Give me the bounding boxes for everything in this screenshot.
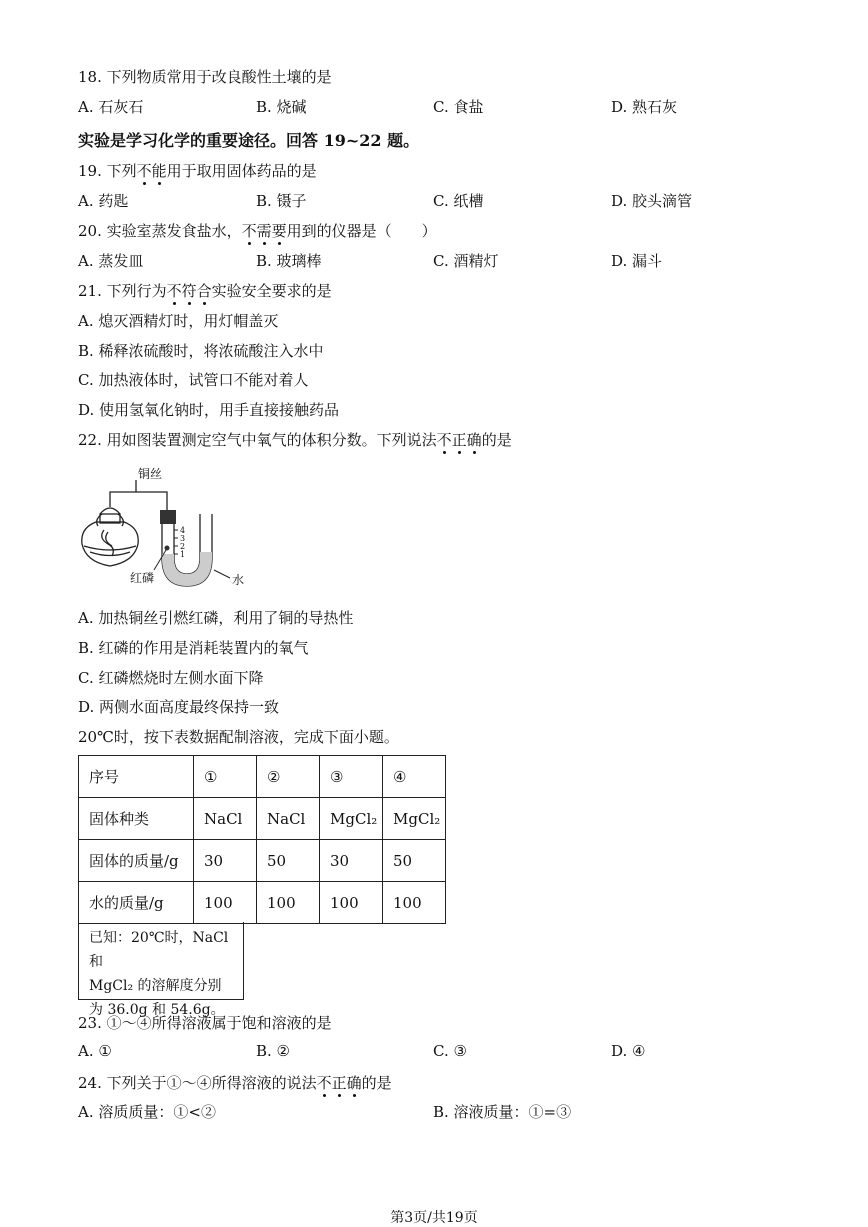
q18-option-a: A. 石灰石 bbox=[78, 98, 144, 116]
emphasis-char: 不 bbox=[241, 222, 257, 240]
red-phosphorus bbox=[165, 546, 170, 551]
q18-option-b: B. 烧碱 bbox=[256, 98, 307, 116]
q21-option-b: B. 稀释浓硫酸时，将浓硫酸注入水中 bbox=[78, 342, 324, 360]
table-cell: ③ bbox=[320, 756, 383, 798]
q19-option-a: A. 药匙 bbox=[78, 192, 129, 210]
emphasis-text bbox=[137, 162, 167, 180]
q20-option-b: B. 玻璃棒 bbox=[256, 252, 322, 270]
emphasis-char: 不 bbox=[166, 282, 182, 300]
q18-option-c: C. 食盐 bbox=[433, 98, 484, 116]
q24-option-b: B. 溶液质量：①=③ bbox=[433, 1103, 572, 1121]
question-21-stem: 21. 下列行为不符合实验安全要求的是 bbox=[78, 282, 332, 300]
q23-option-d: D. ④ bbox=[611, 1042, 646, 1060]
question-23-stem: 23. ①～④所得溶液属于饱和溶液的是 bbox=[78, 1014, 332, 1032]
table-intro: 20℃时，按下表数据配制溶液，完成下面小题。 bbox=[78, 728, 399, 746]
alcohol-lamp bbox=[82, 508, 138, 566]
scale-label: 4 bbox=[180, 526, 186, 535]
q18-option-d: D. 熟石灰 bbox=[611, 98, 678, 116]
table-cell: ④ bbox=[383, 756, 446, 798]
solution-data-table bbox=[78, 755, 446, 924]
page-footer: 第3页/共19页 bbox=[390, 1210, 478, 1226]
label-red-phosphorus: 红磷 bbox=[130, 571, 155, 585]
q19-option-c: C. 纸槽 bbox=[433, 192, 484, 210]
table-cell: 50 bbox=[383, 840, 446, 882]
q20-option-d: D. 漏斗 bbox=[611, 252, 663, 270]
q22-option-c: C. 红磷燃烧时左侧水面下降 bbox=[78, 669, 264, 687]
emphasis-char: 要 bbox=[271, 222, 287, 240]
q19-option-d: D. 胶头滴管 bbox=[611, 192, 693, 210]
question-19-stem: 19. 下列不能用于取用固体药品的是 bbox=[78, 162, 317, 180]
table-cell: MgCl₂ bbox=[320, 798, 383, 840]
scale-label: 3 bbox=[180, 534, 186, 543]
table-cell: NaCl bbox=[257, 798, 320, 840]
question-24-stem: 24. 下列关于①～④所得溶液的说法不正确的是 bbox=[78, 1074, 392, 1092]
table-cell: 30 bbox=[320, 840, 383, 882]
table-cell: 50 bbox=[257, 840, 320, 882]
table-cell: MgCl₂ bbox=[383, 798, 446, 840]
q22-option-b: B. 红磷的作用是消耗装置内的氧气 bbox=[78, 639, 309, 657]
emphasis-char: 确 bbox=[346, 1074, 362, 1092]
question-20-stem: 20. 实验室蒸发食盐水，不需要用到的仪器是（ ） bbox=[78, 222, 437, 240]
emphasis-char: 符 bbox=[181, 282, 197, 300]
scale-label: 2 bbox=[180, 542, 186, 551]
emphasis-text bbox=[437, 431, 482, 449]
q21-option-a: A. 熄灭酒精灯时，用灯帽盖灭 bbox=[78, 312, 279, 330]
emphasis-char: 正 bbox=[451, 431, 467, 449]
table-cell: ① bbox=[194, 756, 257, 798]
emphasis-text bbox=[242, 222, 287, 240]
emphasis-char: 确 bbox=[466, 431, 482, 449]
q23-option-b: B. ② bbox=[256, 1042, 291, 1060]
table-cell: 100 bbox=[320, 882, 383, 924]
table-cell: 水的质量/g bbox=[79, 882, 194, 924]
table-row bbox=[79, 882, 446, 924]
question-22-stem: 22. 用如图装置测定空气中氧气的体积分数。下列说法不正确的是 bbox=[78, 431, 512, 449]
solubility-note bbox=[78, 922, 244, 1018]
table-cell: NaCl bbox=[194, 798, 257, 840]
note-line: 为 36.0g 和 54.6g。 bbox=[89, 1002, 225, 1018]
q23-option-c: C. ③ bbox=[433, 1042, 467, 1060]
scale-label: 1 bbox=[180, 550, 186, 559]
emphasis-char: 合 bbox=[196, 282, 212, 300]
emphasis-char: 不 bbox=[136, 162, 152, 180]
note-line: MgCl₂ 的溶解度分别 bbox=[89, 978, 222, 994]
q22-option-a: A. 加热铜丝引燃红磷，利用了铜的导热性 bbox=[78, 609, 354, 627]
q19-option-b: B. 镊子 bbox=[256, 192, 307, 210]
q24-option-a: A. 溶质质量：①<② bbox=[78, 1103, 216, 1121]
emphasis-char: 能 bbox=[151, 162, 167, 180]
emphasis-text bbox=[167, 282, 212, 300]
table-cell: ② bbox=[257, 756, 320, 798]
label-copper-wire: 铜丝 bbox=[138, 467, 163, 481]
rubber-stopper bbox=[160, 510, 176, 524]
q23-option-a: A. ① bbox=[78, 1042, 112, 1060]
table-cell: 30 bbox=[194, 840, 257, 882]
q22-option-d: D. 两侧水面高度最终保持一致 bbox=[78, 698, 280, 716]
table-cell: 固体种类 bbox=[79, 798, 194, 840]
label-water: 水 bbox=[232, 573, 245, 587]
emphasis-char: 不 bbox=[436, 431, 452, 449]
q20-option-c: C. 酒精灯 bbox=[433, 252, 499, 270]
emphasis-text bbox=[317, 1074, 362, 1092]
q21-option-c: C. 加热液体时，试管口不能对着人 bbox=[78, 371, 309, 389]
section-heading: 实验是学习化学的重要途径。回答 19~22 题。 bbox=[78, 131, 420, 150]
table-cell: 序号 bbox=[79, 756, 194, 798]
table-cell: 100 bbox=[257, 882, 320, 924]
q21-option-d: D. 使用氢氧化钠时，用手直接接触药品 bbox=[78, 401, 340, 419]
question-18-stem: 18. 下列物质常用于改良酸性土壤的是 bbox=[78, 68, 332, 86]
emphasis-char: 需 bbox=[256, 222, 272, 240]
table-row bbox=[79, 840, 446, 882]
emphasis-char: 正 bbox=[331, 1074, 347, 1092]
table-cell: 100 bbox=[194, 882, 257, 924]
table-row bbox=[79, 756, 446, 798]
q20-option-a: A. 蒸发皿 bbox=[78, 252, 144, 270]
apparatus-diagram bbox=[74, 462, 274, 592]
emphasis-char: 不 bbox=[316, 1074, 332, 1092]
table-cell: 固体的质量/g bbox=[79, 840, 194, 882]
note-line: 已知：20℃时，NaCl 和 bbox=[89, 930, 229, 970]
table-cell: 100 bbox=[383, 882, 446, 924]
table-row bbox=[79, 798, 446, 840]
